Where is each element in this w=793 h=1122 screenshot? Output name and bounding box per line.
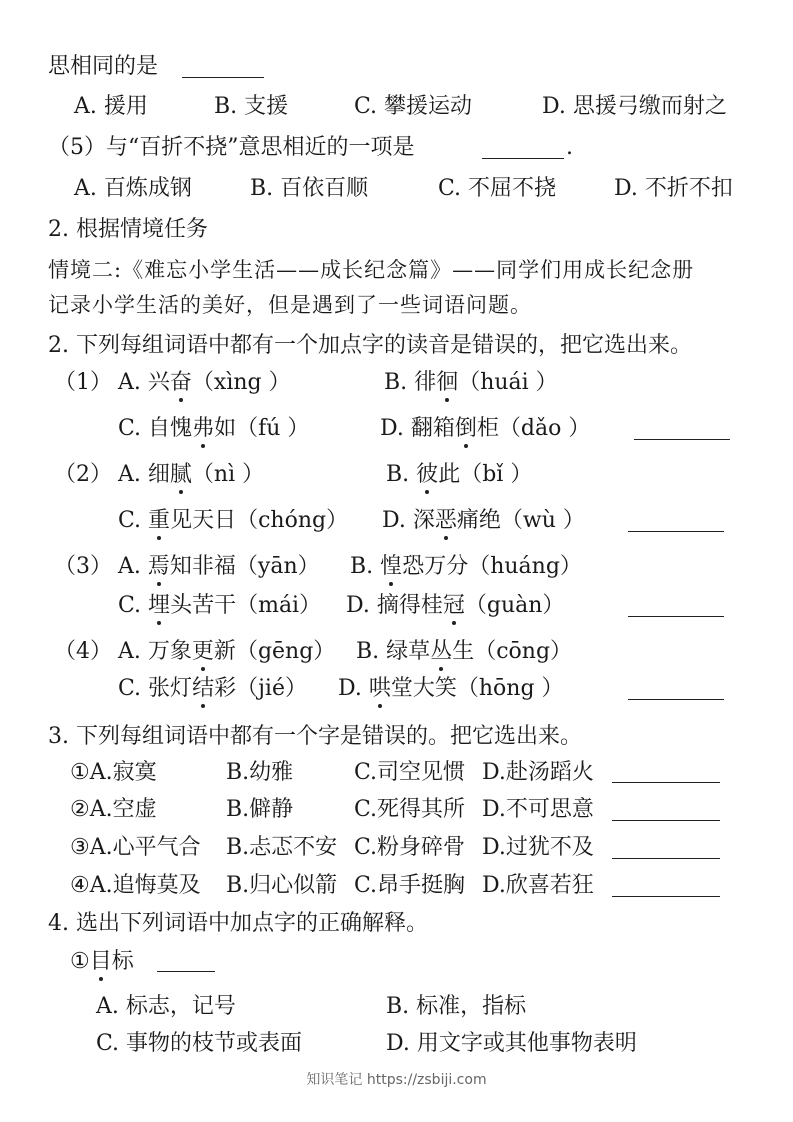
typo-row4-d: D.欣喜若狂 [482, 873, 594, 898]
group4-option-d: D. 哄堂大笑（hōng ） [338, 674, 564, 704]
typo-row4-a: ④A.追悔莫及 [70, 873, 201, 898]
group4-answer-blank[interactable] [628, 698, 724, 700]
scenario-line-2: 记录小学生活的美好，但是遇到了一些词语问题。 [48, 293, 532, 317]
typo-row3-b: B.忐忑不安 [226, 835, 338, 860]
group2-option-d: D. 深恶痛绝（wù ） [382, 506, 585, 536]
typo-row2-a: ②A.空虚 [70, 797, 157, 822]
typo-row2-d: D.不可思意 [482, 797, 594, 822]
group3-answer-blank[interactable] [628, 615, 724, 617]
typo-row3-c: C.粉身碎骨 [354, 835, 466, 860]
group4-option-c: C. 张灯结彩（jié） [118, 674, 307, 704]
meaning-option-a: A. 标志，记号 [96, 994, 236, 1019]
section2-title: 2. 根据情境任务 [48, 217, 208, 242]
q4-tail-line [48, 52, 158, 82]
group4-option-a: A. 万象更新（gēng） [118, 637, 335, 667]
group2-option-a: A. 细腻（nì ） [118, 460, 264, 490]
group3-option-c: C. 埋头苦干（mái） [118, 591, 321, 621]
q4-option-a: A. 援用 [74, 94, 148, 119]
typo-row1-answer-blank[interactable] [612, 781, 720, 783]
typo-row2-b: B.僻静 [226, 797, 294, 822]
typo-row3-a: ③A.心平气合 [70, 835, 201, 860]
group2-answer-blank[interactable] [628, 530, 724, 532]
typo-row1-a: ①A.寂寞 [70, 760, 157, 785]
typo-row2-c: C.死得其所 [354, 797, 466, 822]
q5-option-d: D. 不折不扣 [614, 176, 733, 201]
group1-option-d: D. 翻箱倒柜（dǎo ） [380, 414, 590, 444]
q5-option-a: A. 百炼成钢 [74, 176, 192, 201]
group1-option-b: B. 徘徊（huái ） [384, 368, 558, 398]
meaning-item-1: ①目标 [70, 947, 134, 977]
group1-option-c: C. 自愧弗如（fú ） [118, 414, 309, 444]
scenario-line-1: 情境二:《难忘小学生活——成长纪念篇》——同学们用成长纪念册 [48, 258, 695, 282]
group1-answer-blank[interactable] [634, 438, 730, 440]
q4-option-d: D. 思援弓缴而射之 [542, 94, 727, 119]
typo-row1-b: B.幼雅 [226, 760, 294, 785]
group2-option-b: B. 彼此（bǐ ） [386, 460, 532, 490]
q5-end: . [566, 135, 573, 160]
reading-title: 2. 下列每组词语中都有一个加点字的读音是错误的，把它选出来。 [48, 333, 692, 358]
group3-option-b: B. 惶恐万分（huáng） [350, 552, 582, 582]
typo-row1-c: C.司空见惯 [354, 760, 466, 785]
meaning-option-d: D. 用文字或其他事物表明 [386, 1031, 637, 1056]
group3-number: （3） [54, 554, 112, 579]
q5-option-b: B. 百依百顺 [250, 176, 369, 201]
q5-answer-blank[interactable] [482, 157, 564, 159]
group2-number: （2） [54, 462, 112, 487]
typo-row3-answer-blank[interactable] [612, 857, 720, 859]
typo-title: 3. 下列每组词语中都有一个字是错误的。把它选出来。 [48, 724, 582, 749]
q4-option-b: B. 支援 [214, 94, 289, 119]
meaning-item-1-answer-blank[interactable] [157, 970, 215, 972]
footer-watermark: 知识笔记 https://zsbiji.com [306, 1072, 487, 1088]
typo-row4-answer-blank[interactable] [612, 895, 720, 897]
q4-option-c: C. 攀援运动 [354, 94, 473, 119]
q5-option-c: C. 不屈不挠 [438, 176, 557, 201]
meaning-title: 4. 选出下列词语中加点字的正确解释。 [48, 911, 428, 936]
group2-option-c: C. 重见天日（chóng） [118, 506, 348, 536]
typo-row1-d: D.赴汤蹈火 [482, 760, 594, 785]
typo-row3-d: D.过犹不及 [482, 835, 594, 860]
q4-tail-text: 思相同的是 [48, 54, 159, 79]
meaning-option-c: C. 事物的枝节或表面 [96, 1031, 303, 1056]
q4-answer-blank[interactable] [182, 76, 264, 78]
group3-option-d: D. 摘得桂冠（guàn） [346, 591, 564, 621]
typo-row4-c: C.昂手挺胸 [354, 873, 466, 898]
meaning-option-b: B. 标准，指标 [386, 994, 527, 1019]
group1-number: （1） [54, 370, 112, 395]
group4-option-b: B. 绿草丛生（cōng） [356, 637, 572, 667]
group3-option-a: A. 焉知非福（yān） [118, 552, 320, 582]
group4-number: （4） [54, 639, 112, 664]
group1-option-a: A. 兴奋（xìng ） [118, 368, 291, 398]
typo-row2-answer-blank[interactable] [612, 819, 720, 821]
typo-row4-b: B.归心似箭 [226, 873, 338, 898]
q5-text: （5）与“百折不挠”意思相近的一项是 [48, 135, 415, 160]
